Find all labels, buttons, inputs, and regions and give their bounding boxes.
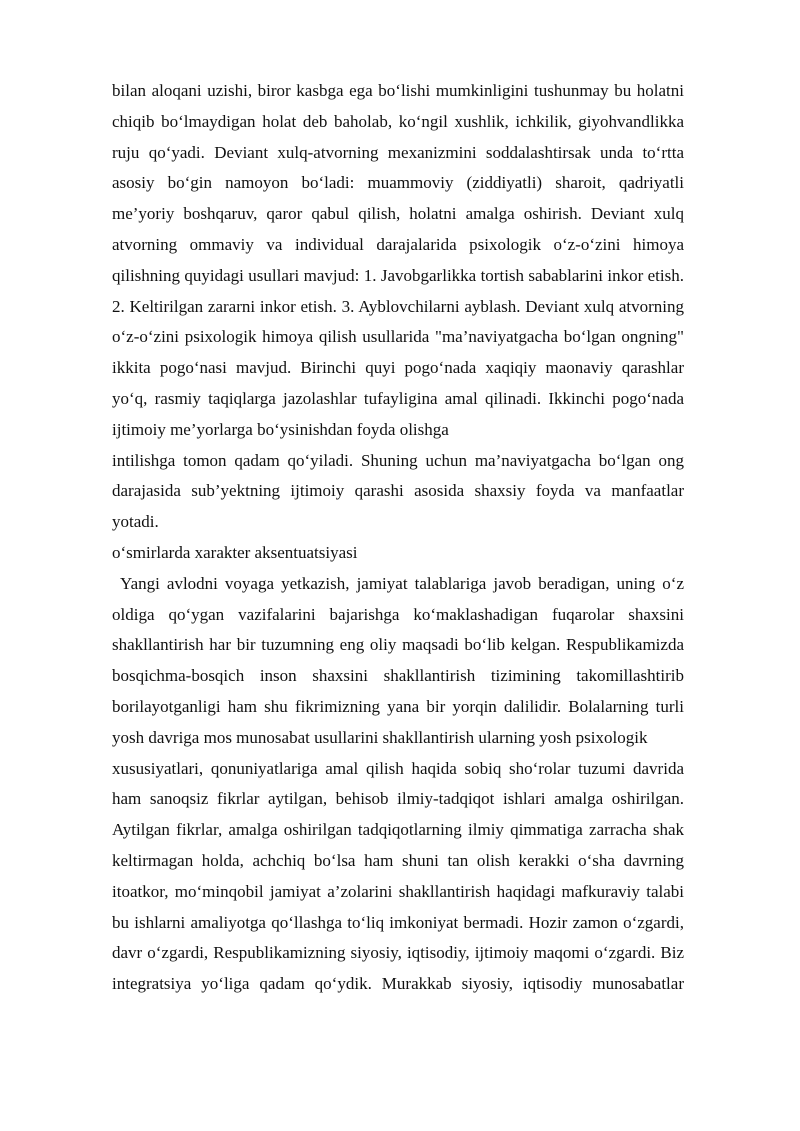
paragraph-deviant-behavior: bilan aloqani uzishi, biror kasbga ega bo‘lishi mumkinligini tushunmay bu holatni chiqib bo‘lmaydigan holat deb baholab, ko‘ngil xushlik, ichkilik, giyohvandlikka ruju qo‘yadi. Deviant xulq-atvorning mexanizmini soddalashtirsak unda to‘rtta asosiy bo‘gin namoyon bo‘ladi: muammoviy (ziddiyatli) sharoit, qadriyatli me’yoriy boshqaruv, qaror qabul qilish, holatni amalga oshirish. Deviant xulq atvorning ommaviy va individual darajalarida psixologik o‘z-o‘zini himoya qilishning quyidagi usullari mavjud: 1. Javobgarlikka tortish sabablarini inkor etish. 2. Keltirilgan zararni inkor etish. 3. Ayblovchilarni ayblash. Deviant xulq atvorning o‘z-o‘zini psixologik himoya qilish usullarida "ma’naviyatgacha bo‘lgan ongning" ikkita pogo‘nasi mavjud. Birinchi quyi pogo‘nada xaqiqiy maonaviy qarashlar yo‘q, rasmiy taqiqlarga jazolashlar tufayligina amal qilinadi. Ikkinchi pogo‘nada ijtimoiy me’yorlarga bo‘ysinishdan foyda olishga xyxy=(112,81,684,439)
paragraph-pre-moral-consciousness: intilishga tomon qadam qo‘yiladi. Shuning uchun ma’naviyatgacha bo‘lgan ong darajasida sub’yektning ijtimoiy qarashi asosida shaxsiy foyda va manfaatlar yotadi. xyxy=(112,450,684,532)
section-heading: o‘smirlarda xarakter aksentuatsiyasi xyxy=(112,542,358,562)
paragraph-soviet-era: xususiyatlari, qonuniyatlariga amal qilish haqida sobiq sho‘rolar tuzumi davrida ham sanoqsiz fikrlar aytilgan, behisob ilmiy-tadqiqot ishlari amalga oshirilgan. Aytilgan fikrlar, amalga oshirilgan tadqiqotlarning ilmiy qimmatiga zarracha shak keltirmagan holda, achchiq bo‘lsa ham shuni tan olish kerakki o‘sha davrning itoatkor, mo‘minqobil jamiyat a’zolarini shakllantirish haqidagi mafkuraviy talabi bu ishlarni amaliyotga qo‘llashga to‘liq imkoniyat bermadi. Hozir zamon o‘zgardi, davr o‘zgardi, Respublikamizning siyosiy, iqtisodiy, ijtimoiy maqomi o‘zgardi. Biz integratsiya yo‘liga qadam qo‘ydik. Murakkab siyosiy, iqtisodiy munosabatlar xyxy=(112,758,684,994)
paragraph-new-generation: Yangi avlodni voyaga yetkazish, jamiyat talablariga javob beradigan, uning o‘z oldiga qo‘ygan vazifalarini bajarishga ko‘maklashadigan fuqarolar shaxsini shakllantirish har bir tuzumning eng oliy maqsadi bo‘lib kelgan. Respublikamizda bosqichma-bosqich inson shaxsini shakllantirish tizimining takomillashtirib borilayotganligi ham shu fikrimizning yana bir yorqin dalilidir. Bolalarning turli yosh davriga mos munosabat usullarini shakllantirish ularning yosh psixologik xyxy=(112,573,684,747)
document-body xyxy=(112,76,684,1000)
